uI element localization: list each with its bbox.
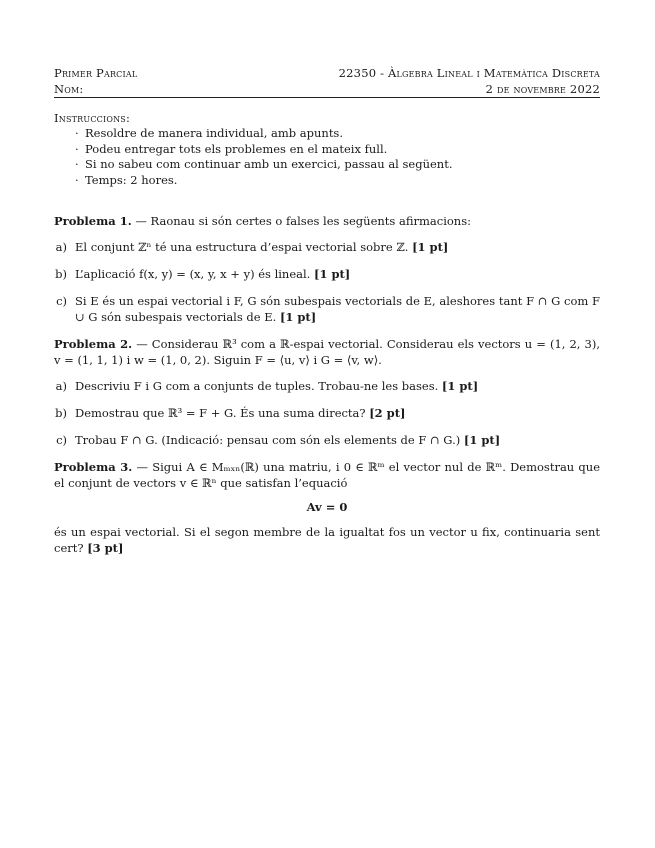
problem-1-part-c [54,293,600,325]
part-label: a) [55,240,67,254]
exam-type: Primer Parcial [54,66,138,80]
part-label: a) [55,379,67,393]
part-points: [1 pt] [441,379,479,393]
part-points: [1 pt] [412,240,449,254]
instruction-item: · Resoldre de manera individual, amb apunts. [75,126,600,142]
part-points: [1 pt] [314,267,351,281]
problem-3-label: Problema 3. [54,460,133,474]
problem-2-label: Problema 2. [54,337,133,351]
instruction-item: · Podeu entregar tots els problemes en el mateix full. [75,142,600,158]
problem-1-part-b [54,266,600,282]
header-rule [54,97,600,98]
part-points: [1 pt] [463,433,501,447]
part-points: [2 pt] [369,406,406,420]
problem-3-equation: Av = 0 [306,500,348,514]
problem-3-points: [3 pt] [87,541,124,555]
instructions-title: Instruccions: [54,111,131,125]
problem-1-intro: — Raonau si són certes o falses les següents afirmacions: [131,214,471,228]
part-label: b) [55,406,67,420]
course-title: 22350 - Àlgebra Lineal i Matemàtica Discreta [338,66,600,80]
problems [54,213,600,556]
part-text: El conjunt ℤⁿ té una estructura d’espai vectorial sobre ℤ. [75,240,409,254]
exam-date: 2 de novembre 2022 [485,82,600,96]
part-text: Trobau F ∩ G. (Indicació: pensau com són els elements de F ∩ G.) [75,433,461,447]
problem-3-question: és un espai vectorial. Si el segon membre de la igualtat fos un vector u fix, continuaria sent cert? [54,525,600,555]
instructions-list [54,126,600,188]
problem-1-label: Problema 1. [54,214,132,228]
instruction-item: · Si no sabeu com continuar amb un exercici, passau al següent. [75,157,600,173]
problem-3-closing [54,524,600,556]
problem-2-part-a [54,378,600,394]
part-text: Descriviu F i G com a conjunts de tuples. Trobau-ne les bases. [75,379,439,393]
problem-3-intro: — Sigui A ∈ Mₘₓₙ(ℝ) una matriu, i 0 ∈ ℝᵐ el vector nul de ℝᵐ. Demostrau que el conjunt de vectors v ∈ ℝⁿ que satisfan l’equació [54,460,600,490]
problem-2-part-b [54,405,600,421]
name-field-label: Nom: [54,82,84,96]
exam-header [54,65,600,97]
instruction-item: · Temps: 2 hores. [75,173,600,189]
part-label: b) [55,267,67,281]
part-text: L’aplicació f(x, y) = (x, y, x + y) és lineal. [75,267,311,281]
problem-1-part-a [54,239,600,255]
problem-1-parts [54,239,600,325]
problem-1-statement [54,213,600,229]
part-points: [1 pt] [279,310,317,324]
problem-3-statement [54,459,600,491]
problem-2-parts [54,378,600,448]
part-label: c) [56,433,67,447]
part-text: Si E és un espai vectorial i F, G són subespais vectorials de E, aleshores tant F ∩ G com F ∪ G són subespais vectorials de E. [75,294,600,324]
part-label: c) [56,294,67,308]
problem-2-statement [54,336,600,368]
problem-2-intro: — Considerau ℝ³ com a ℝ-espai vectorial. Considerau els vectors u = (1, 2, 3), v = (1, 1, 1) i w = (1, 0, 2). Siguin F = ⟨u, v⟩ i G = ⟨v, w⟩. [54,337,600,367]
problem-2-part-c [54,432,600,448]
instructions [54,110,600,188]
part-text: Demostrau que ℝ³ = F + G. És una suma directa? [75,406,366,420]
